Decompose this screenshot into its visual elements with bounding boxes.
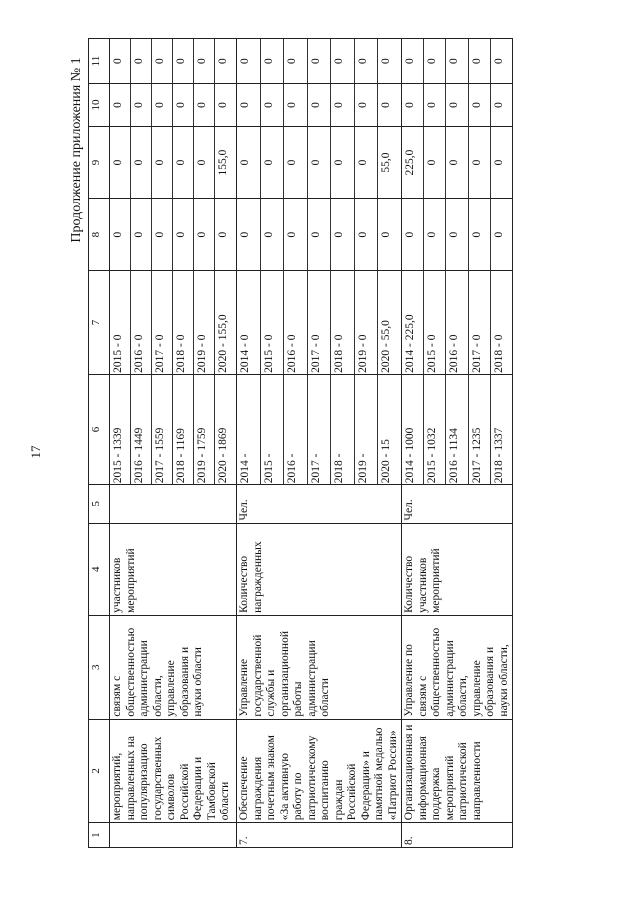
- year-value: 0: [194, 127, 215, 198]
- year-value: 0: [446, 39, 468, 83]
- column-header: 5: [89, 485, 110, 523]
- year-value: 2014 - 225,0: [402, 271, 424, 374]
- year-value: 0: [237, 199, 261, 270]
- year-value: 0: [261, 199, 285, 270]
- year-value: 2020 - 55,0: [380, 320, 393, 373]
- value-cell-c8: [237, 199, 402, 271]
- value-cell-c9: [402, 126, 513, 198]
- executor: Управление государственной службы и организационной работы администрации области: [237, 615, 402, 719]
- event-name: Организационная и информационная поддержка мероприятий патриотической направленности: [402, 719, 513, 823]
- year-value: 2016 -: [284, 375, 308, 484]
- year-value: 2014 - 0: [237, 271, 261, 374]
- year-value: 0: [131, 84, 152, 126]
- unit: [110, 485, 237, 523]
- indicator-name: Количество награжденных: [237, 523, 402, 615]
- year-value: 0: [237, 127, 261, 198]
- year-value: 0: [331, 84, 355, 126]
- event-name: мероприятий, направленных на популяризацию государственных символов Российской Федерации и Тамбовской области: [110, 719, 237, 823]
- year-value: 0: [380, 102, 393, 108]
- unit: Чел.: [402, 485, 513, 523]
- year-value: 0: [152, 127, 173, 198]
- year-value: 0: [424, 199, 446, 270]
- year-value: 0: [261, 84, 285, 126]
- year-value: 2014 - 1000: [402, 375, 424, 484]
- header-row: [89, 39, 110, 848]
- year-value: 0: [380, 231, 393, 238]
- year-value: 0: [261, 127, 285, 198]
- year-value: 0: [355, 84, 379, 126]
- year-value: 0: [110, 127, 131, 198]
- year-value: 2018 - 0: [173, 271, 194, 374]
- continuation-heading: Продолжение приложения № 1: [69, 57, 84, 243]
- year-value: 0: [492, 102, 505, 108]
- year-value: 0: [284, 84, 308, 126]
- year-value: 0: [424, 39, 446, 83]
- value-cell-c11: [237, 39, 402, 84]
- value-cell-c6: [237, 374, 402, 484]
- column-header: 6: [89, 374, 110, 484]
- year-value: 0: [284, 199, 308, 270]
- row-number: [110, 823, 237, 848]
- year-value: 0: [173, 199, 194, 270]
- page-number: 17: [28, 445, 43, 459]
- year-value: 0: [131, 39, 152, 83]
- year-value: 0: [380, 58, 393, 64]
- year-value: 0: [194, 39, 215, 83]
- year-value: 0: [446, 84, 468, 126]
- year-value: 0: [110, 84, 131, 126]
- year-value: 0: [284, 39, 308, 83]
- year-value: 2018 - 0: [331, 271, 355, 374]
- year-value: 0: [152, 39, 173, 83]
- year-value: 2017 - 1235: [469, 375, 491, 484]
- year-value: 2017 -: [308, 375, 332, 484]
- column-header: 10: [89, 84, 110, 127]
- year-value: 2018 - 1337: [492, 427, 505, 484]
- year-value: 0: [355, 199, 379, 270]
- row-number: 7.: [237, 823, 402, 848]
- unit: Чел.: [237, 485, 402, 523]
- year-value: 0: [152, 84, 173, 126]
- value-cell-c10: [237, 84, 402, 127]
- indicator-name: участников мероприятий: [110, 523, 237, 615]
- year-value: 0: [217, 102, 229, 108]
- year-value: 0: [331, 127, 355, 198]
- value-cell-c10: [402, 84, 513, 127]
- year-value: 2015 - 0: [110, 271, 131, 374]
- year-value: 0: [492, 231, 505, 238]
- year-value: 0: [469, 39, 491, 83]
- year-value: 55,0: [380, 152, 393, 173]
- year-value: 225,0: [402, 127, 424, 198]
- year-value: 0: [424, 127, 446, 198]
- year-value: 0: [110, 199, 131, 270]
- year-value: 0: [308, 199, 332, 270]
- year-value: 0: [402, 39, 424, 83]
- year-value: 0: [173, 84, 194, 126]
- year-value: 2018 -: [331, 375, 355, 484]
- year-value: 0: [402, 84, 424, 126]
- year-value: 0: [284, 127, 308, 198]
- year-value: 2016 - 0: [131, 271, 152, 374]
- year-value: 2019 - 0: [194, 271, 215, 374]
- year-value: 0: [446, 199, 468, 270]
- year-value: 2015 - 0: [424, 271, 446, 374]
- column-header: 3: [89, 615, 110, 719]
- column-header: 1: [89, 823, 110, 848]
- year-value: 2019 -: [355, 375, 379, 484]
- year-value: 155,0: [217, 149, 229, 176]
- year-value: 0: [469, 127, 491, 198]
- value-cell-c10: [110, 84, 237, 127]
- executor: Управление по связям с общественностью администрации области, управление образования и науки области,: [402, 615, 513, 719]
- program-table: [88, 38, 513, 848]
- year-value: 2018 - 1169: [173, 375, 194, 484]
- event-name: Обеспечение награждения почетным знаком «За активную работу по патриотическому воспитанию граждан Российской Федерации» и памятной медалью «Патриот России»: [237, 719, 402, 823]
- year-value: 0: [331, 199, 355, 270]
- year-value: 2015 - 0: [261, 271, 285, 374]
- year-value: 2015 - 1032: [424, 375, 446, 484]
- column-header: 8: [89, 199, 110, 271]
- executor: связям с общественностью администрации области, управление образования и науки области: [110, 615, 237, 719]
- year-value: 0: [308, 84, 332, 126]
- year-value: 0: [110, 39, 131, 83]
- value-cell-c8: [110, 199, 237, 271]
- year-value: 2019 - 1759: [194, 375, 215, 484]
- row-number: 8.: [402, 823, 513, 848]
- year-value: 2014 -: [237, 375, 261, 484]
- year-value: 0: [331, 39, 355, 83]
- year-value: 0: [131, 127, 152, 198]
- year-value: 0: [308, 39, 332, 83]
- year-value: 0: [173, 127, 194, 198]
- year-value: 2016 - 1449: [131, 375, 152, 484]
- year-value: 2017 - 1559: [152, 375, 173, 484]
- table-row: [402, 39, 513, 848]
- year-value: 0: [261, 39, 285, 83]
- indicator-name: Количество участников мероприятий: [402, 523, 513, 615]
- value-cell-c6: [402, 374, 513, 484]
- value-cell-c7: [110, 271, 237, 375]
- value-cell-c9: [237, 126, 402, 198]
- year-value: 0: [152, 199, 173, 270]
- year-value: 2020 - 15: [380, 439, 393, 484]
- year-value: 2017 - 0: [152, 271, 173, 374]
- year-value: 0: [131, 199, 152, 270]
- year-value: 0: [173, 39, 194, 83]
- value-cell-c11: [402, 39, 513, 84]
- column-header: 11: [89, 39, 110, 84]
- value-cell-c7: [402, 271, 513, 375]
- table-row: [237, 39, 402, 848]
- year-value: 0: [424, 84, 446, 126]
- year-value: 0: [492, 159, 505, 166]
- year-value: 0: [402, 199, 424, 270]
- column-header: 4: [89, 523, 110, 615]
- year-value: 0: [217, 231, 229, 238]
- column-header: 7: [89, 271, 110, 375]
- year-value: 0: [469, 199, 491, 270]
- year-value: 0: [217, 58, 229, 64]
- year-value: 0: [237, 84, 261, 126]
- column-header: 9: [89, 126, 110, 198]
- year-value: 2016 - 1134: [446, 375, 468, 484]
- year-value: 2018 - 0: [492, 334, 505, 373]
- year-value: 0: [469, 84, 491, 126]
- year-value: 2017 - 0: [308, 271, 332, 374]
- year-value: 2015 - 1339: [110, 375, 131, 484]
- value-cell-c6: [110, 374, 237, 484]
- year-value: 2016 - 0: [446, 271, 468, 374]
- year-value: 0: [355, 127, 379, 198]
- value-cell-c7: [237, 271, 402, 375]
- year-value: 2020 - 155,0: [217, 314, 229, 373]
- year-value: 2019 - 0: [355, 271, 379, 374]
- year-value: 2016 - 0: [284, 271, 308, 374]
- column-header: 2: [89, 719, 110, 823]
- year-value: 2020 - 1869: [217, 427, 229, 484]
- year-value: 0: [446, 127, 468, 198]
- year-value: 0: [237, 39, 261, 83]
- year-value: 0: [308, 127, 332, 198]
- value-cell-c8: [402, 199, 513, 271]
- rotated-table-container: [88, 38, 610, 848]
- year-value: 0: [492, 58, 505, 64]
- year-value: 2017 - 0: [469, 271, 491, 374]
- year-value: 2015 -: [261, 375, 285, 484]
- year-value: 0: [194, 199, 215, 270]
- table-row: [110, 39, 237, 848]
- year-value: 0: [194, 84, 215, 126]
- value-cell-c11: [110, 39, 237, 84]
- value-cell-c9: [110, 126, 237, 198]
- year-value: 0: [355, 39, 379, 83]
